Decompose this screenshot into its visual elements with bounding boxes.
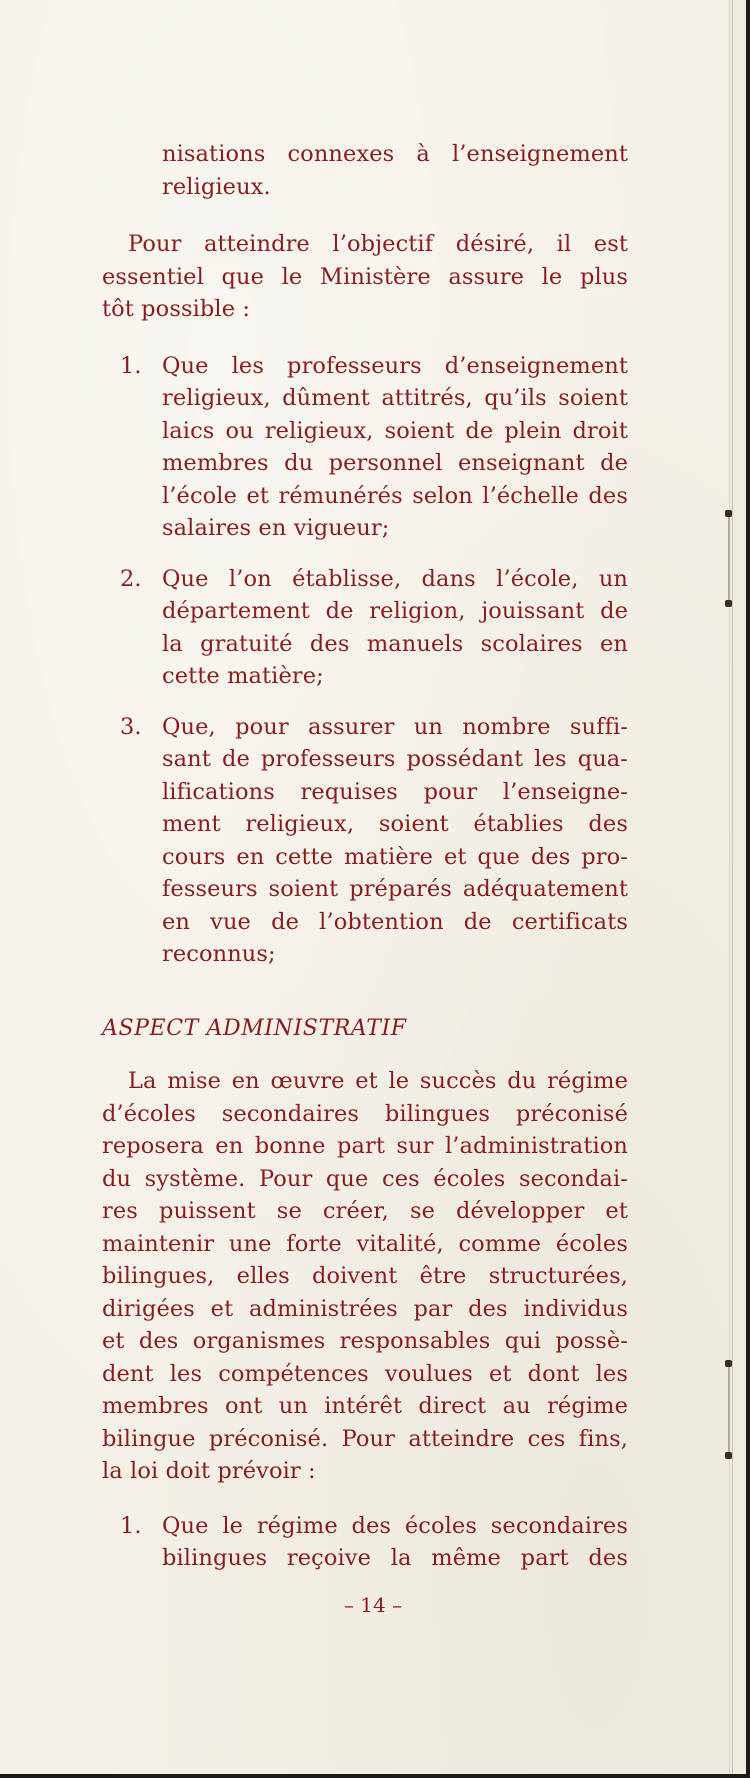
text-line: religieux, dûment attitrés, qu’ils soient [162,385,628,411]
text-line: bilingue préconisé. Pour atteindre ces fins, [102,1425,628,1452]
text-line: en vue de l’obtention de certificats [162,908,628,935]
text-line: Pour atteindre l’objectif désiré, il est [128,231,628,257]
text-line: dirigées et administrées par des individus [102,1295,628,1322]
staple-top [728,513,730,605]
text-line: res puissent se créer, se développer et [102,1198,628,1224]
section-heading: ASPECT ADMINISTRATIF [102,1015,407,1041]
list-item [102,711,628,971]
text-line: bilingues reçoive la même part des [162,1545,628,1571]
text-line: membres ont un intérêt direct au régime [102,1393,628,1419]
text-line: Que le régime des écoles secondaires [162,1512,628,1539]
fold-line [732,0,733,1774]
text-line: Que, pour assurer un nombre suffi- [162,713,628,740]
text-line: cette matière; [162,663,324,689]
text-line: essentiel que le Ministère assure le plus [102,263,628,290]
text-line: du système. Pour que ces écoles secondai- [102,1165,628,1192]
list-number: 1. [120,1512,142,1539]
text-line: maintenir une forte vitalité, comme écoles [102,1230,628,1257]
list-item [102,1510,628,1575]
text-line: religieux. [162,173,271,200]
text-line: nisations connexes à l’enseignement [162,141,628,167]
text-line: La mise en œuvre et le succès du régime [128,1068,628,1094]
text-line: reconnus; [162,941,276,967]
text-line: et des organismes responsables qui possè- [102,1328,628,1354]
text-line: bilingues, elles doivent être structurées, [102,1263,628,1289]
list-number: 3. [120,713,142,740]
text-line: l’école et rémunérés selon l’échelle des [162,482,628,509]
text-line: membres du personnel enseignant de [162,450,628,476]
intro-paragraph [102,228,628,326]
text-line: laics ou religieux, soient de plein droit [162,417,628,444]
text-line: tôt possible : [102,296,251,322]
list-number: 2. [120,565,142,592]
text-line: cours en cette matière et que des pro- [162,843,628,870]
staple-bottom [728,1362,730,1458]
text-line: Que l’on établisse, dans l’école, un [162,565,628,592]
text-line: salaires en vigueur; [162,515,390,541]
page-body [102,138,628,1575]
page-number: – 14 – [343,1593,403,1617]
text-line: sant de professeurs possédant les qua- [162,746,628,772]
text-line: reposera en bonne part sur l’administration [102,1133,628,1159]
list-item [102,563,628,693]
staple-bottom-end-upper [725,1360,732,1367]
text-line: la loi doit prévoir : [102,1458,316,1484]
continuation-paragraph [102,138,628,203]
staple-top-end-lower [725,600,732,607]
list-item [102,350,628,545]
text-line: Que les professeurs d’enseignement [162,352,628,379]
text-line: lifications requises pour l’enseigne- [162,778,628,805]
text-line: d’écoles secondaires bilingues préconisé [102,1100,628,1127]
staple-top-end-upper [725,510,732,517]
text-line: fesseurs soient préparés adéquatement [162,876,628,902]
text-line: département de religion, jouissant de [162,598,628,624]
list-number: 1. [120,352,142,379]
text-line: la gratuité des manuels scolaires en [162,630,628,657]
admin-paragraph [102,1065,628,1488]
staple-bottom-end-lower [725,1452,732,1459]
text-line: ment religieux, soient établies des [162,811,628,837]
text-line: dent les compétences voulues et dont les [102,1360,628,1387]
